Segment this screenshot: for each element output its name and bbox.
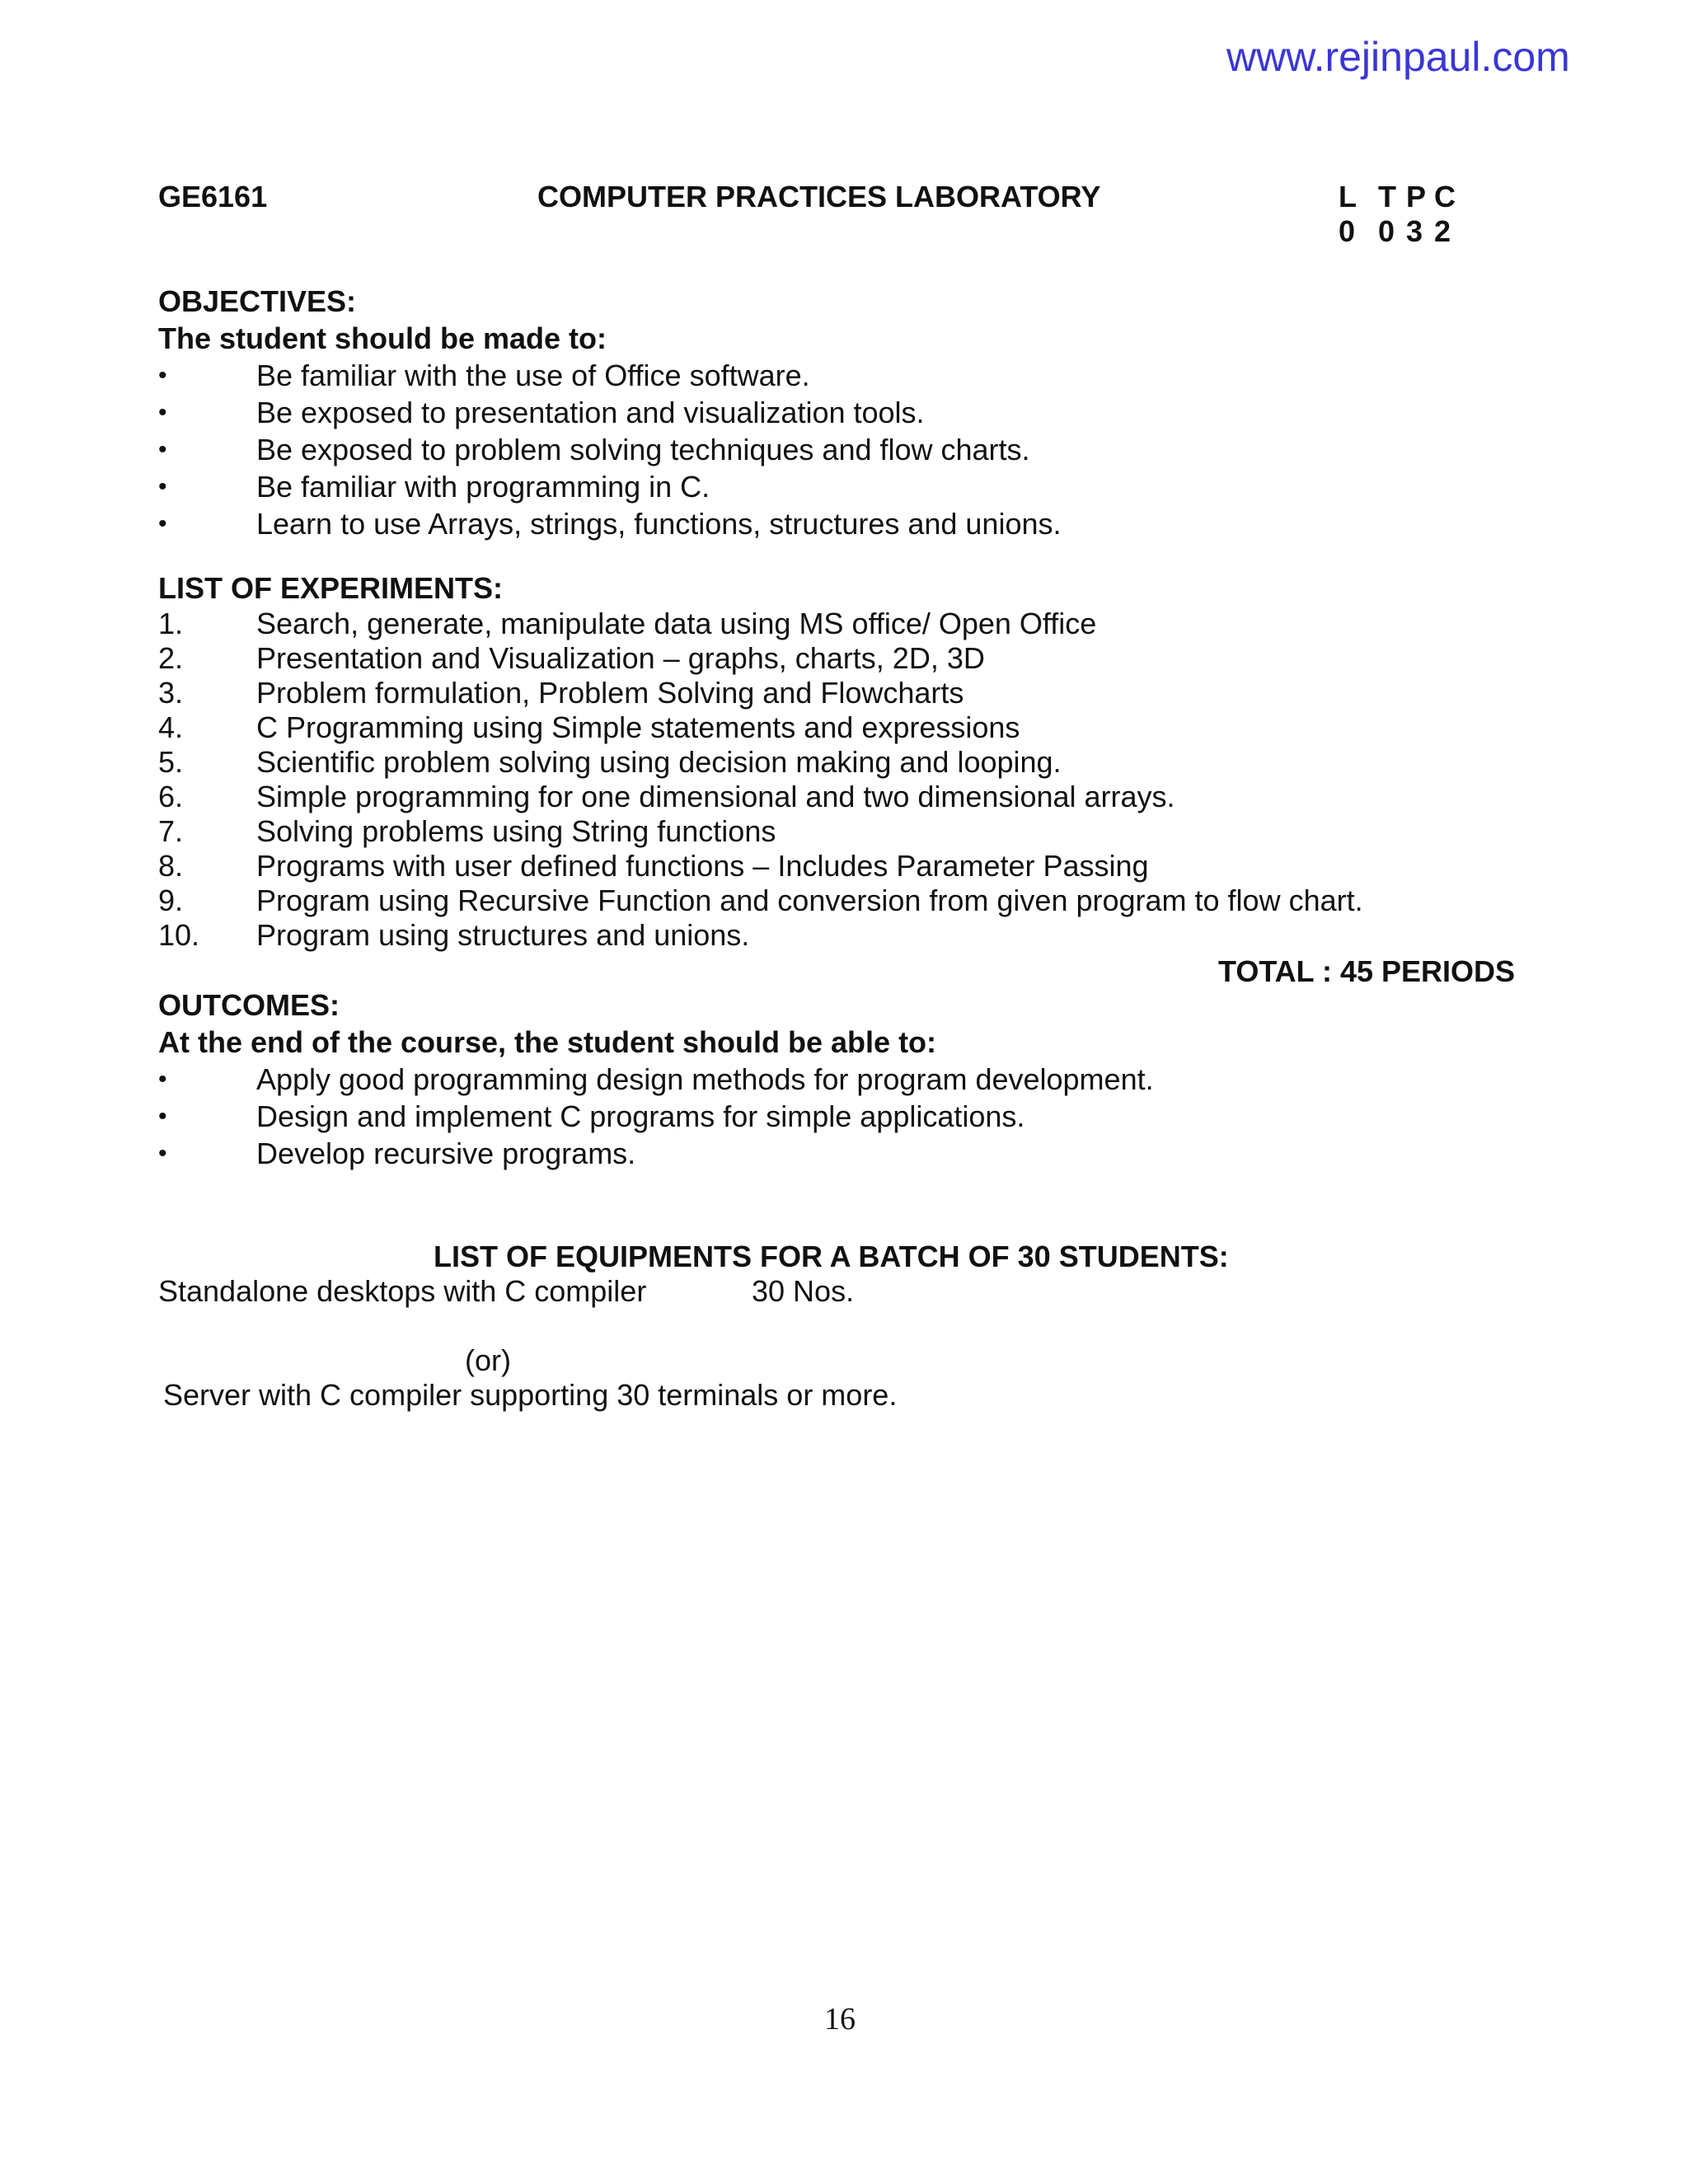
list-item — [158, 505, 1062, 542]
ltpc-values — [1339, 214, 1462, 249]
list-item — [158, 745, 1363, 780]
outcome-text: Develop recursive programs. — [256, 1137, 636, 1170]
equipment-heading: LIST OF EQUIPMENTS FOR A BATCH OF 30 STUDENTS: — [434, 1240, 1229, 1273]
ltpc-block — [1339, 180, 1462, 249]
list-item — [158, 710, 1363, 745]
experiments-heading: LIST OF EXPERIMENTS: — [158, 571, 504, 605]
outcomes-section — [158, 987, 1154, 1172]
experiment-text: Simple programming for one dimensional and two dimensional arrays. — [256, 780, 1175, 813]
bullet-icon: • — [158, 362, 167, 389]
watermark-link[interactable]: www.rejinpaul.com — [1226, 34, 1570, 80]
total-periods: TOTAL : 45 PERIODS — [1218, 954, 1516, 988]
bullet-icon: • — [158, 1140, 167, 1167]
equipment-or: (or) — [465, 1343, 511, 1377]
experiment-number: 2. — [158, 641, 184, 675]
list-item — [158, 676, 1363, 710]
experiment-number: 3. — [158, 676, 184, 710]
ltpc-value-p: 3 — [1406, 214, 1423, 248]
list-item — [158, 607, 1363, 641]
equipment-server: Server with C compiler supporting 30 terminals or more. — [163, 1378, 898, 1412]
bullet-icon: • — [158, 473, 167, 500]
list-item — [158, 814, 1363, 849]
ltpc-value-t: 0 — [1378, 214, 1395, 248]
experiment-text: C Programming using Simple statements and expressions — [256, 710, 1020, 744]
outcome-text: Design and implement C programs for simple applications. — [256, 1099, 1025, 1133]
ltpc-label-t: T — [1378, 180, 1396, 213]
list-item — [158, 780, 1363, 814]
outcomes-heading: OUTCOMES: — [158, 988, 340, 1022]
equipment-quantity: 30 Nos. — [752, 1274, 855, 1308]
objective-text: Be familiar with the use of Office software. — [256, 359, 810, 392]
experiment-text: Presentation and Visualization – graphs, charts, 2D, 3D — [256, 641, 985, 675]
list-item — [158, 641, 1363, 676]
page-number: 16 — [824, 2002, 856, 2036]
experiment-number: 9. — [158, 883, 184, 917]
list-item — [158, 468, 1062, 505]
course-title: COMPUTER PRACTICES LABORATORY — [537, 180, 1101, 213]
ltpc-value-c: 2 — [1434, 214, 1451, 248]
objectives-section — [158, 283, 1062, 542]
experiment-number: 1. — [158, 607, 184, 640]
experiment-number: 6. — [158, 780, 184, 813]
equipment-item: Standalone desktops with C compiler — [158, 1274, 647, 1308]
experiment-number: 8. — [158, 849, 184, 883]
ltpc-labels — [1339, 180, 1462, 214]
list-item — [158, 918, 1363, 953]
list-item — [158, 849, 1363, 883]
objectives-heading: OBJECTIVES: — [158, 284, 357, 318]
experiment-text: Search, generate, manipulate data using MS office/ Open Office — [256, 607, 1097, 640]
experiment-number: 10. — [158, 918, 200, 952]
experiment-text: Problem formulation, Problem Solving and Flowcharts — [256, 676, 964, 710]
list-item — [158, 431, 1062, 468]
bullet-icon: • — [158, 436, 167, 463]
objective-text: Be exposed to presentation and visualization tools. — [256, 396, 925, 429]
list-item — [158, 883, 1363, 918]
bullet-icon: • — [158, 510, 167, 537]
ltpc-label-l: L — [1339, 180, 1357, 213]
objective-text: Be familiar with programming in C. — [256, 470, 710, 504]
list-item — [158, 1098, 1154, 1135]
course-code: GE6161 — [158, 180, 268, 213]
ltpc-label-c: C — [1434, 180, 1456, 213]
experiment-text: Programs with user defined functions – Includes Parameter Passing — [256, 849, 1149, 883]
outcome-text: Apply good programming design methods for program development. — [256, 1062, 1154, 1096]
experiment-number: 4. — [158, 710, 184, 744]
experiment-number: 5. — [158, 745, 184, 779]
list-item — [158, 394, 1062, 431]
experiment-text: Program using structures and unions. — [256, 918, 750, 952]
list-item — [158, 1061, 1154, 1098]
ltpc-label-p: P — [1406, 180, 1427, 213]
experiment-number: 7. — [158, 814, 184, 848]
experiment-text: Program using Recursive Function and conversion from given program to flow chart. — [256, 883, 1363, 917]
ltpc-value-l: 0 — [1339, 214, 1356, 248]
bullet-icon: • — [158, 399, 167, 426]
bullet-icon: • — [158, 1066, 167, 1093]
experiments-section — [158, 569, 1363, 953]
experiment-text: Solving problems using String functions — [256, 814, 776, 848]
objectives-subheading: The student should be made to: — [158, 321, 607, 355]
objective-text: Be exposed to problem solving techniques and flow charts. — [256, 433, 1030, 466]
list-item — [158, 1135, 1154, 1172]
list-item — [158, 357, 1062, 394]
bullet-icon: • — [158, 1103, 167, 1130]
experiment-text: Scientific problem solving using decision making and looping. — [256, 745, 1062, 779]
outcomes-subheading: At the end of the course, the student should be able to: — [158, 1025, 937, 1059]
objective-text: Learn to use Arrays, strings, functions, structures and unions. — [256, 507, 1062, 541]
